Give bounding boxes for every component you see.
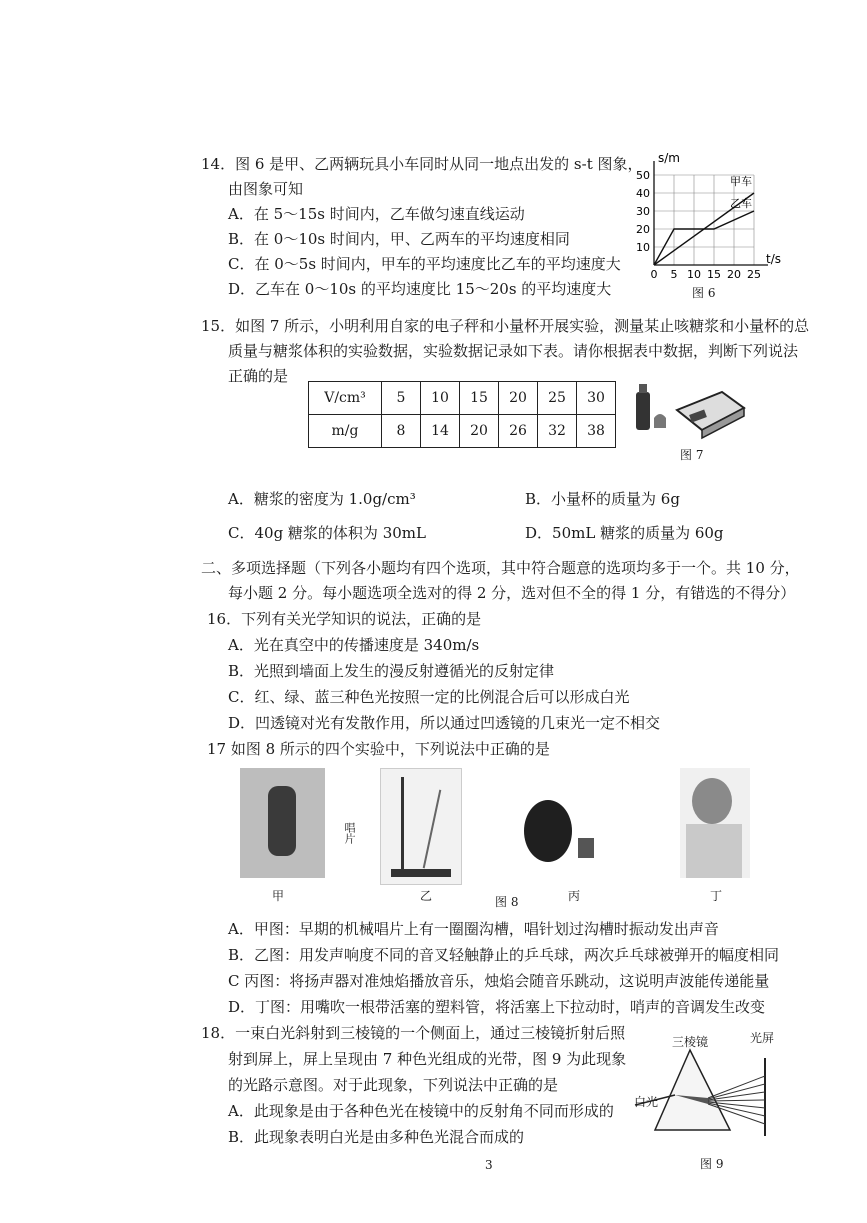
q17-option-d: D．丁图：用嘴吹一根带活塞的塑料管，将活塞上下拉动时，哨声的音调发生改变 <box>228 998 766 1016</box>
q15-option-d: D．50mL 糖浆的质量为 60g <box>525 524 724 542</box>
figure-8-caption-ding: 丁 <box>710 889 723 903</box>
section2-title-line1: 二、多项选择题（下列各小题均有四个选项，其中符合题意的选项均多于一个。共 10 分， <box>201 559 800 577</box>
q17-option-a: A．甲图：早期的机械唱片上有一圈圈沟槽，唱针划过沟槽时振动发出声音 <box>228 920 719 938</box>
y-tick-label: 20 <box>636 223 650 236</box>
q15-stem-line3: 正确的是 <box>228 367 289 385</box>
table-cell: 10 <box>421 382 460 415</box>
q18-stem-line3: 的光路示意图。对于此现象，下列说法中正确的是 <box>228 1076 559 1094</box>
table-cell: 8 <box>382 415 421 448</box>
q14-option-c: C．在 0～5s 时间内，甲车的平均速度比乙车的平均速度大 <box>228 255 621 273</box>
figure-8-photo-yi <box>380 768 462 885</box>
y-tick-label: 40 <box>636 187 650 200</box>
chart-grid <box>654 175 754 265</box>
table-cell: 14 <box>421 415 460 448</box>
figure-8-caption-bing: 丙 <box>568 889 581 903</box>
table-cell: 20 <box>460 415 499 448</box>
series-name-1: 甲车 <box>730 175 752 188</box>
table-cell: 15 <box>460 382 499 415</box>
table-header-volume: V/cm³ <box>309 382 382 415</box>
figure-8-photo-jia <box>240 768 325 878</box>
q18-option-a: A．此现象是由于各种色光在棱镜中的反射角不同而形成的 <box>228 1102 614 1120</box>
table-row-mass <box>309 415 616 448</box>
table-row-volume <box>309 382 616 415</box>
figure-8-caption-jia: 甲 <box>272 889 285 903</box>
figure-8-photo-bing <box>518 800 600 870</box>
q14-stem-line1: 14．图 6 是甲、乙两辆玩具小车同时从同一地点出发的 s-t 图象， <box>201 155 643 173</box>
q18-stem-line2: 射到屏上，屏上呈现由 7 种色光组成的光带，图 9 为此现象 <box>228 1050 627 1068</box>
page-number: 3 <box>485 1158 493 1172</box>
figure-9-prism-diagram <box>630 1040 780 1140</box>
q17-option-b: B．乙图：用发声响度不同的音叉轻触静止的乒乓球，两次乒乓球被弹开的幅度相同 <box>228 946 780 964</box>
figure-7-caption: 图 7 <box>680 448 704 462</box>
q15-data-table <box>308 381 616 448</box>
q15-option-a: A．糖浆的密度为 1.0g/cm³ <box>228 490 416 508</box>
light-screen-label: 光屏 <box>750 1031 775 1045</box>
series-name-2: 乙车 <box>730 197 752 210</box>
y-tick-label: 10 <box>636 241 650 254</box>
figure-9-caption: 图 9 <box>700 1157 724 1171</box>
figure-8-caption: 图 8 <box>495 895 519 909</box>
table-cell: 26 <box>499 415 538 448</box>
prism-shape <box>655 1050 730 1130</box>
figure-8-photo-ding <box>680 768 750 878</box>
prism-label: 三棱镜 <box>672 1035 709 1049</box>
section2-title-line2: 每小题 2 分。每小题选项全选对的得 2 分，选对但不全的得 1 分，有错选的不得分） <box>228 584 796 602</box>
q15-option-c: C．40g 糖浆的体积为 30mL <box>228 524 426 542</box>
x-tick-label: 10 <box>687 268 701 281</box>
figure-8-caption-yi: 乙 <box>420 889 433 903</box>
q15-option-b: B．小量杯的质量为 6g <box>525 490 680 508</box>
x-tick-label: 25 <box>747 268 761 281</box>
y-tick-label: 30 <box>636 205 650 218</box>
series-line-2 <box>654 211 754 265</box>
q17-stem: 17 如图 8 所示的四个实验中，下列说法中正确的是 <box>207 740 550 758</box>
q18-stem-line1: 18．一束白光斜射到三棱镜的一个侧面上，通过三棱镜折射后照 <box>201 1024 626 1042</box>
q14-option-b: B．在 0～10s 时间内，甲、乙两车的平均速度相同 <box>228 230 570 248</box>
q15-stem-line2: 质量与糖浆体积的实验数据，实验数据记录如下表。请你根据表中数据，判断下列说法 <box>228 342 799 360</box>
q16-option-b: B．光照到墙面上发生的漫反射遵循光的反射定律 <box>228 662 555 680</box>
q16-option-a: A．光在真空中的传播速度是 340m/s <box>228 636 480 654</box>
table-cell: 25 <box>538 382 577 415</box>
table-cell: 30 <box>577 382 616 415</box>
figure-6-caption: 图 6 <box>692 286 716 300</box>
x-tick-label: 0 <box>650 268 658 281</box>
q14-stem-line2: 由图象可知 <box>228 180 304 198</box>
q18-option-b: B．此现象表明白光是由多种色光混合而成的 <box>228 1128 525 1146</box>
figure-7-scale-illustration <box>632 370 752 440</box>
table-cell: 38 <box>577 415 616 448</box>
q16-option-c: C．红、绿、蓝三种色光按照一定的比例混合后可以形成白光 <box>228 688 630 706</box>
q15-stem-line1: 15．如图 7 所示，小明利用自家的电子秤和小量杯开展实验，测量某止咳糖浆和小量杯的总 <box>201 317 810 335</box>
q14-option-d: D．乙车在 0～10s 的平均速度比 15～20s 的平均速度大 <box>228 280 612 298</box>
q16-option-d: D．凹透镜对光有发散作用，所以通过凹透镜的几束光一定不相交 <box>228 714 661 732</box>
x-tick-label: 20 <box>727 268 741 281</box>
table-cell: 20 <box>499 382 538 415</box>
x-tick-label: 5 <box>670 268 678 281</box>
x-tick-label: 15 <box>707 268 721 281</box>
white-light-label: 白光 <box>634 1095 659 1109</box>
x-axis-label: t/s <box>766 252 781 266</box>
figure-6-st-chart <box>630 150 790 285</box>
q14-option-a: A．在 5～15s 时间内，乙车做匀速直线运动 <box>228 205 525 223</box>
table-cell: 5 <box>382 382 421 415</box>
q17-option-c: C 丙图：将扬声器对准烛焰播放音乐，烛焰会随音乐跳动，这说明声波能传递能量 <box>228 972 770 990</box>
y-axis-label: s/m <box>658 151 680 165</box>
y-tick-label: 50 <box>636 169 650 182</box>
record-label: 唱片 <box>343 822 356 844</box>
table-cell: 32 <box>538 415 577 448</box>
q16-stem: 16．下列有关光学知识的说法，正确的是 <box>207 610 482 628</box>
table-header-mass: m/g <box>309 415 382 448</box>
